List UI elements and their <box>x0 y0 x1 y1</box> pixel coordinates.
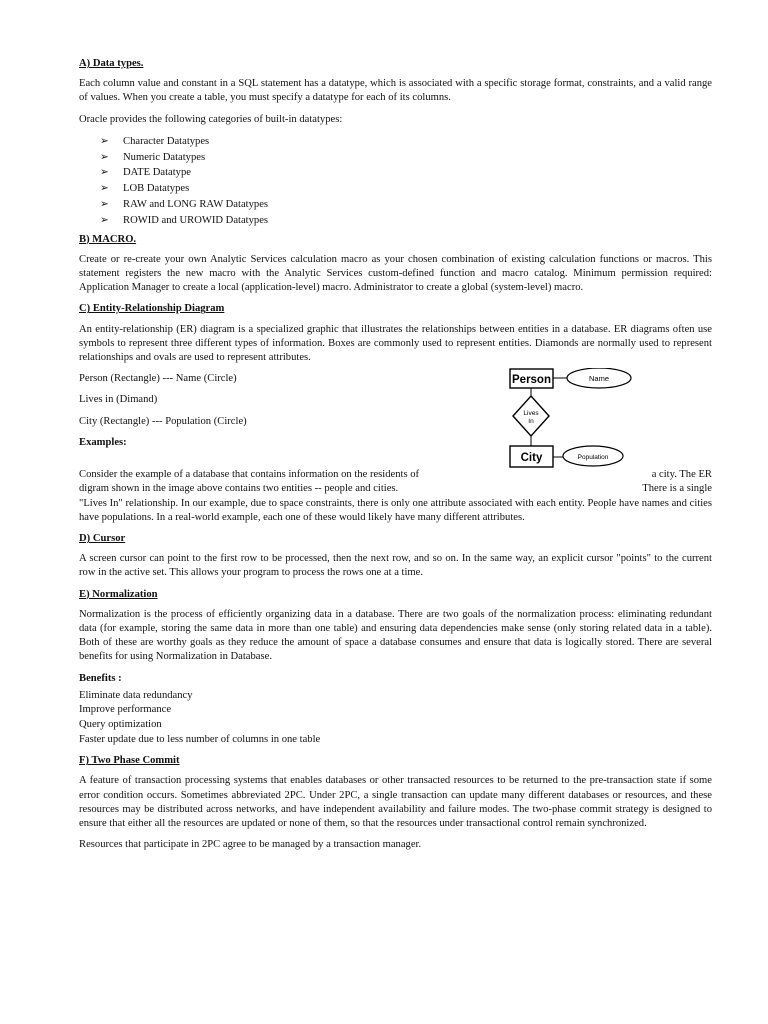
example-line-2: digram shown in the image above contains two entities -- people and cities. There is a single <box>79 483 712 495</box>
list-item: ➢ ROWID and UROWID Datatypes <box>100 213 712 229</box>
example-rest: "Lives In" relationship. In our example, due to space constraints, there is only one attribute associated with each entity. People have names and cities have populations. In a real-world example, each one of these would likely have many different attributes. <box>79 497 712 523</box>
examples-label: Examples: <box>79 436 127 448</box>
er-line-person: Person (Rectangle) --- Name (Circle) <box>79 373 237 385</box>
arrow-bullet-icon: ➢ <box>100 183 109 195</box>
benefits-list <box>79 689 712 747</box>
section-c-heading: C) Entity-Relationship Diagram <box>79 303 225 315</box>
list-item: Faster update due to less number of columns in one table <box>79 733 321 745</box>
section-d-para: A screen cursor can point to the first row to be processed, then the next row, and so on. In the same way, an explicit cursor "points" to the current row in the active set. This allows your program to process the rows one at a time. <box>79 553 712 579</box>
section-e-heading: E) Normalization <box>79 588 158 600</box>
list-item: ➢ Numeric Datatypes <box>100 150 712 166</box>
datatype-list <box>79 134 712 229</box>
city-label: City <box>520 452 543 465</box>
document-page <box>79 57 712 859</box>
section-b-para: Create or re-create your own Analytic Services calculation macro as your chosen combination of existing calculation functions or macros. This statement registers the new macro with the Analytic Services custom-defined function and macro catalog. Minimum permission required: Application Manager to create a local (application-level) macro. Administrator to create a global (system-level) macro. <box>79 253 712 294</box>
section-a-heading: A) Data types. <box>79 58 144 69</box>
lives-label-line2: In <box>528 418 534 426</box>
list-item: Improve performance <box>79 704 172 716</box>
list-item: ➢ DATE Datatype <box>100 165 712 181</box>
person-label: Person <box>512 374 551 387</box>
list-item: ➢ Character Datatypes <box>100 134 712 150</box>
lives-label-line1: Lives <box>523 410 539 418</box>
section-b-heading: B) MACRO. <box>79 233 137 245</box>
er-diagram <box>509 368 649 476</box>
example-line-1: Consider the example of a database that contains information on the residents of a city. The ER <box>79 469 712 481</box>
section-e-para: Normalization is the process of efficiently organizing data in a database. There are two goals of the normalization process: eliminating redundant data (for example, storing the same data in more than one table) and ensuring data dependencies make sense (only storing related data in a table). Both of these are worthy goals as they reduce the amount of space a database consumes and ensure that data is logically stored. There are several benefits for using Normalization in Database. <box>79 608 712 663</box>
arrow-bullet-icon: ➢ <box>100 167 109 179</box>
section-f-para2: Resources that participate in 2PC agree to be managed by a transaction manager. <box>79 839 422 851</box>
section-a-para1: Each column value and constant in a SQL statement has a datatype, which is associated with a specific storage format, constraints, and a valid range of values. When you create a table, you must specify a datatype for each of its columns. <box>79 78 712 104</box>
section-f-heading: F) Two Phase Commit <box>79 755 180 767</box>
name-label: Name <box>588 374 610 384</box>
list-item: Eliminate data redundancy <box>79 689 193 701</box>
population-label: Population <box>577 454 609 462</box>
arrow-bullet-icon: ➢ <box>100 214 109 226</box>
list-item: ➢ LOB Datatypes <box>100 181 712 197</box>
list-item: ➢ RAW and LONG RAW Datatypes <box>100 197 712 213</box>
section-c-para: An entity-relationship (ER) diagram is a specialized graphic that illustrates the relationships between entities in a database. ER diagrams often use symbols to represent three different types of information. Boxes are commonly used to represent entities. Diamonds are normally used to represent relationships and ovals are used to represent attributes. <box>79 323 712 364</box>
examples-paragraph <box>79 468 712 525</box>
arrow-bullet-icon: ➢ <box>100 135 109 147</box>
section-f-para1: A feature of transaction processing systems that enables databases or other transacted resources to be returned to the pre-transaction state if some error condition occurs. Sometimes abbreviated 2PC. Under 2PC, a single transaction can update many different databases or resources, and these resources may be distributed across networks, and have independent availability and failure modes. The two-phase commit strategy is designed to ensure that either all the resources are updated or none of them, so that the resources under transactional control remain synchronized. <box>79 775 712 830</box>
er-block <box>79 372 712 468</box>
section-a-para2: Oracle provides the following categories of built-in datatypes: <box>79 113 343 125</box>
er-line-lives: Lives in (Dimand) <box>79 394 158 406</box>
benefits-label: Benefits : <box>79 672 122 684</box>
er-line-city: City (Rectangle) --- Population (Circle) <box>79 415 247 427</box>
arrow-bullet-icon: ➢ <box>100 151 109 163</box>
list-item: Query optimization <box>79 719 162 731</box>
arrow-bullet-icon: ➢ <box>100 199 109 210</box>
section-d-heading: D) Cursor <box>79 533 126 545</box>
